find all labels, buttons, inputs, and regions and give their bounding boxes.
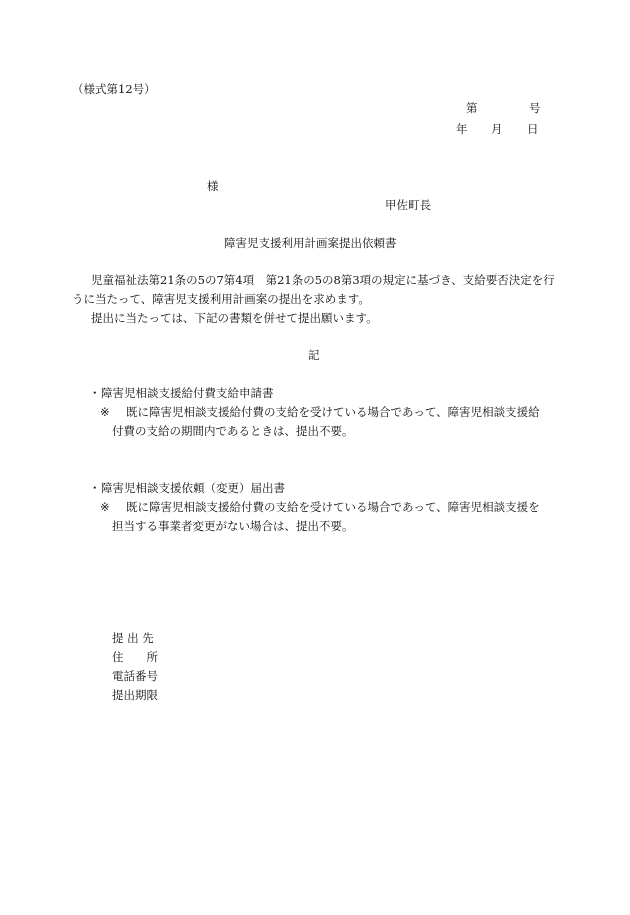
note-mark: ※ (100, 500, 110, 514)
sender-name: 甲佐町長 (385, 198, 431, 212)
item-bullet: ・ (89, 481, 101, 495)
document-number-prefix: 第 (466, 101, 478, 115)
note-line-2: 付費の支給の期間内であるときは、提出不要。 (112, 424, 354, 438)
body-line-1: 児童福祉法第21条の5の7第4項 第21条の5の8第3項の規定に基づき、支給要否決定を行 (91, 273, 555, 287)
document-title: 障害児支援利用計画案提出依頼書 (224, 236, 397, 250)
item-title: 障害児相談支援給付費支給申請書 (101, 386, 274, 400)
ki-heading: 記 (308, 348, 320, 362)
submission-destination-label: 提 出 先 (112, 631, 154, 645)
date-day-label: 日 (527, 122, 539, 136)
body-line-2: うに当たって、障害児支援利用計画案の提出を求めます。 (72, 292, 370, 306)
document-number-suffix: 号 (529, 101, 541, 115)
date-year-label: 年 (456, 122, 468, 136)
note-line-1: 既に障害児相談支援給付費の支給を受けている場合であって、障害児相談支援を (126, 500, 540, 514)
submission-deadline-label: 提出期限 (112, 688, 158, 702)
item-title: 障害児相談支援依頼（変更）届出書 (101, 481, 285, 495)
submission-address-label: 住 所 (112, 650, 158, 664)
addressee-suffix: 様 (207, 179, 219, 193)
date-month-label: 月 (491, 122, 503, 136)
form-number-label: （様式第12号） (72, 82, 156, 96)
note-mark: ※ (100, 405, 110, 419)
submission-phone-label: 電話番号 (112, 669, 158, 683)
body-line-3: 提出に当たっては、下記の書類を併せて提出願います。 (91, 311, 378, 325)
note-line-2: 担当する事業者変更がない場合は、提出不要。 (112, 519, 354, 533)
item-bullet: ・ (89, 386, 101, 400)
note-line-1: 既に障害児相談支援給付費の支給を受けている場合であって、障害児相談支援給 (126, 405, 540, 419)
